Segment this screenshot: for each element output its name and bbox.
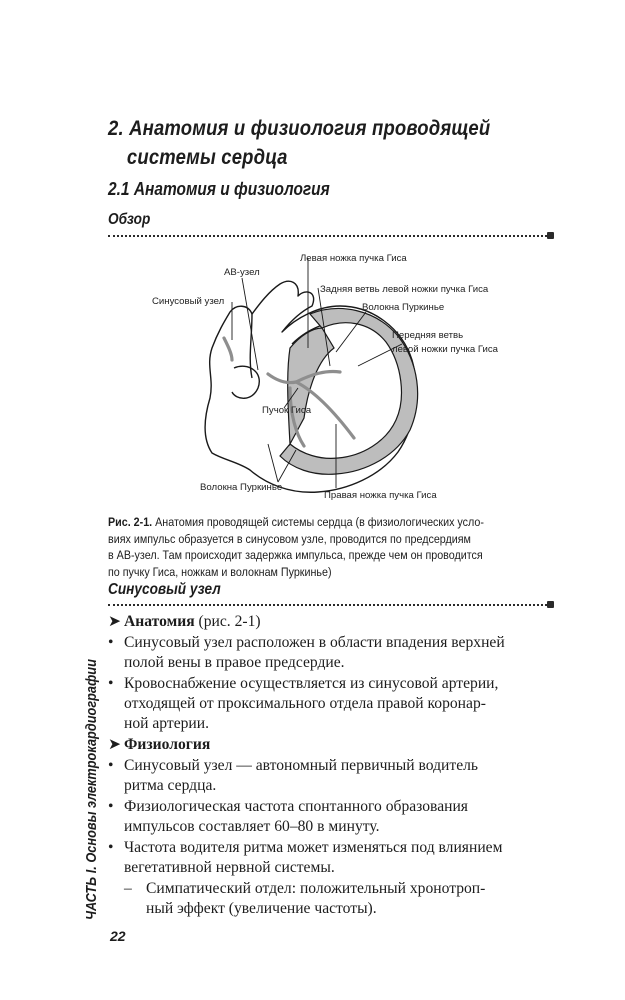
chapter-title-line-1: 2. Анатомия и физиология проводящей xyxy=(108,116,491,140)
label-av-node: АВ-узел xyxy=(224,267,260,278)
physiology-heading: ➤ Физиология xyxy=(108,736,211,753)
physiology-sub-bullet-1: – Симпатический отдел: положительный хронотроп- xyxy=(124,880,486,897)
physiology-bullet-3-cont: вегетативной нервной системы. xyxy=(124,859,335,876)
overview-heading: Обзор xyxy=(108,211,151,228)
label-right-bundle: Правая ножка пучка Гиса xyxy=(324,490,437,501)
label-anterior-left-branch-1: Передняя ветвь xyxy=(392,330,464,341)
label-left-bundle: Левая ножка пучка Гиса xyxy=(300,253,407,264)
part-side-label: ЧАСТЬ I. Основы электрокардиографии xyxy=(84,659,100,920)
section-title: 2.1 Анатомия и физиология xyxy=(108,179,330,199)
caption-label: Рис. 2-1. xyxy=(108,515,153,529)
label-his-bundle: Пучок Гиса xyxy=(262,405,312,416)
physiology-bullet-3: • Частота водителя ритма может изменяться под влиянием xyxy=(108,839,503,856)
sinus-node-divider xyxy=(108,604,551,606)
arrow-marker: ➤ xyxy=(108,736,122,753)
anatomy-bullet-2-cont-2: ной артерии. xyxy=(124,715,210,732)
physiology-bullet-2: • Физиологическая частота спонтанного образования xyxy=(108,798,468,815)
caption-line-4: по пучку Гиса, ножкам и волокнам Пуркинье) xyxy=(108,564,332,579)
anatomy-bullet-2: • Кровоснабжение осуществляется из синусовой артерии, xyxy=(108,675,499,692)
overview-divider xyxy=(108,235,551,237)
label-anterior-left-branch-2: левой ножки пучка Гиса xyxy=(392,344,498,355)
chapter-title xyxy=(108,114,504,172)
anatomy-bullet-1: • Синусовый узел расположен в области впадения верхней xyxy=(108,634,505,651)
caption-line-1: Рис. 2-1. Анатомия проводящей системы сердца (в физиологических усло- xyxy=(108,515,484,529)
figure-caption xyxy=(108,514,548,580)
caption-line-2: виях импульс образуется в синусовом узле, проводится по предсердиям xyxy=(108,531,471,546)
chapter-title-line-2: системы сердца xyxy=(126,145,288,169)
sinus-node-divider-end xyxy=(547,601,554,608)
physiology-sub-bullet-1-cont: ный эффект (увеличение частоты). xyxy=(146,900,377,917)
caption-line-3: в АВ-узел. Там происходит задержка импульса, прежде чем он проводится xyxy=(108,548,483,563)
anatomy-bullet-2-cont-1: отходящей от проксимального отдела правой коронар- xyxy=(124,695,486,712)
anatomy-heading: ➤ Анатомия (рис. 2-1) xyxy=(108,613,261,630)
page-number: 22 xyxy=(110,928,126,944)
overview-divider-end xyxy=(547,232,554,239)
physiology-bullet-1-cont: ритма сердца. xyxy=(124,777,217,794)
label-purkinje-bottom: Волокна Пуркинье xyxy=(200,482,283,493)
label-purkinje-top: Волокна Пуркинье xyxy=(362,302,445,313)
anatomy-bullet-1-cont: полой вены в правое предсердие. xyxy=(124,654,345,671)
arrow-marker: ➤ xyxy=(108,613,122,630)
label-sinus-node: Синусовый узел xyxy=(152,296,225,307)
heart-conduction-diagram xyxy=(140,248,520,510)
sinus-node-heading: Синусовый узел xyxy=(108,581,221,598)
label-posterior-left-branch: Задняя ветвь левой ножки пучка Гиса xyxy=(320,284,489,295)
physiology-bullet-1: • Синусовый узел — автономный первичный водитель xyxy=(108,757,479,774)
physiology-bullet-2-cont: импульсов составляет 60–80 в минуту. xyxy=(124,818,380,835)
